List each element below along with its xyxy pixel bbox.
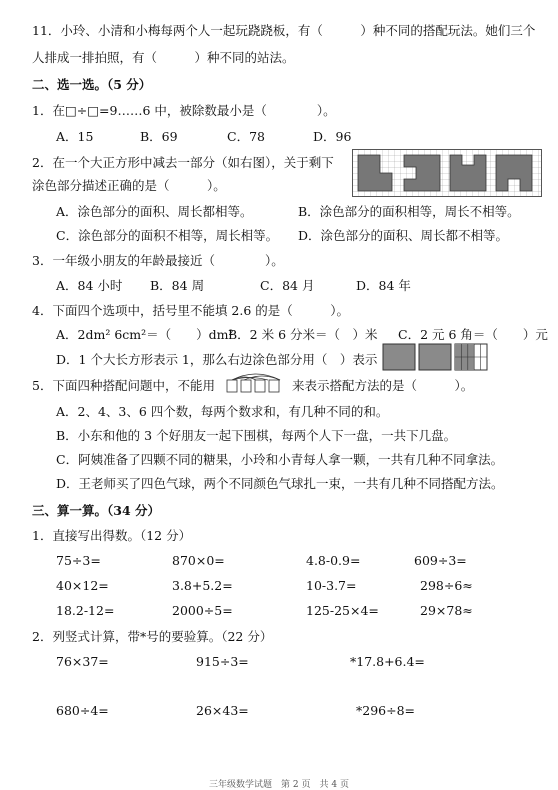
s3-q2-expr: 680÷4= <box>56 703 109 718</box>
s3-q2-expr: 76×37= <box>56 654 109 669</box>
s2-q2-stem-line1: 2．在一个大正方形中减去一部分（如右图），关于剩下 <box>32 155 334 170</box>
s2-q1-option-b: B．69 <box>140 129 178 144</box>
s2-q3-option-b: B．84 周 <box>150 278 205 293</box>
s2-q4-option-c: C．2 元 6 角＝（ ）元 <box>398 327 548 342</box>
partial-rectangle <box>455 344 487 370</box>
s3-q1-expr: 3.8+5.2= <box>172 578 233 593</box>
s2-q2-option-b: B．涂色部分的面积相等，周长不相等。 <box>298 204 520 219</box>
s2-q4-option-d: D．1 个大长方形表示 1，那么右边涂色部分用（ ）表示 <box>56 352 378 367</box>
s2-q1-stem: 1．在□÷□=9……6 中，被除数最小是（ ）。 <box>32 103 336 118</box>
s3-q1-expr: 75÷3= <box>56 553 101 568</box>
s2-q5-option-c: C．阿姨准备了四颗不同的糖果，小玲和小青每人拿一颗，一共有几种不同拿法。 <box>56 452 504 467</box>
s2-q5-option-a: A．2、4、3、6 四个数，每两个数求和，有几种不同的和。 <box>56 404 389 419</box>
s3-q1-expr: 298÷6≈ <box>420 578 473 593</box>
shapes-grid-figure <box>352 149 542 197</box>
s3-q1-expr: 609÷3= <box>414 553 467 568</box>
s2-q5-stem-part2: 来表示搭配方法的是（ ）。 <box>292 378 474 393</box>
rectangles-figure <box>382 343 490 371</box>
section2-heading: 二、选一选。（5 分） <box>32 77 152 92</box>
s2-q3-option-d: D．84 年 <box>356 278 411 293</box>
s3-q1-expr: 40×12= <box>56 578 109 593</box>
s2-q1-option-c: C．78 <box>227 129 265 144</box>
s2-q1-option-a: A．15 <box>56 129 94 144</box>
s3-q2-expr: 915÷3= <box>196 654 249 669</box>
s2-q4-option-b: B．2 米 6 分米＝（ ）米 <box>228 327 378 342</box>
s2-q4-option-a: A．2dm² 6cm²＝（ ）dm² <box>56 327 234 342</box>
page-footer: 三年级数学试题 第 2 页 共 4 页 <box>209 780 349 790</box>
s2-q2-option-c: C．涂色部分的面积不相等，周长相等。 <box>56 228 279 243</box>
s3-q2-expr: *296÷8= <box>356 703 416 718</box>
s2-q4-stem: 4．下面四个选项中，括号里不能填 2.6 的是（ ）。 <box>32 303 350 318</box>
s3-q1-expr: 18.2-12= <box>56 603 115 618</box>
s2-q1-option-d: D．96 <box>313 129 352 144</box>
s2-q3-option-c: C．84 月 <box>260 278 315 293</box>
s2-q2-stem-line2: 涂色部分描述正确的是（ ）。 <box>32 178 226 193</box>
s2-q2-option-d: D．涂色部分的面积、周长都不相等。 <box>298 228 509 243</box>
s2-q5-option-b: B．小东和他的 3 个好朋友一起下围棋，每两个人下一盘，一共下几盘。 <box>56 428 457 443</box>
connection-diagram-icon <box>224 372 288 394</box>
s2-q5-option-d: D．王老师买了四色气球，两个不同颜色气球扎一束，一共有几种不同搭配方法。 <box>56 476 504 491</box>
s2-q3-option-a: A．84 小时 <box>56 278 123 293</box>
s3-q1-expr: 870×0= <box>172 553 225 568</box>
s3-q2-title: 2．列竖式计算，带*号的要验算。（22 分） <box>32 629 273 644</box>
q11-line1: 11．小玲、小清和小梅每两个人一起玩跷跷板，有（ ）种不同的搭配玩法。她们三个 <box>32 23 536 38</box>
s3-q2-expr: 26×43= <box>196 703 249 718</box>
s3-q1-title: 1．直接写出得数。（12 分） <box>32 528 192 543</box>
s2-q2-option-a: A．涂色部分的面积、周长都相等。 <box>56 204 253 219</box>
s3-q1-expr: 2000÷5= <box>172 603 233 618</box>
s3-q1-expr: 29×78≈ <box>420 603 473 618</box>
section3-heading: 三、算一算。（34 分） <box>32 503 160 518</box>
s2-q3-stem: 3．一年级小朋友的年龄最接近（ ）。 <box>32 253 284 268</box>
q11-line2: 人排成一排拍照，有（ ）种不同的站法。 <box>32 50 295 65</box>
shaded-rectangle-2 <box>419 344 451 370</box>
s3-q1-expr: 4.8-0.9= <box>306 553 361 568</box>
s3-q1-expr: 125-25×4= <box>306 603 379 618</box>
shaded-rectangle-1 <box>383 344 415 370</box>
s3-q1-expr: 10-3.7= <box>306 578 357 593</box>
s3-q2-expr: *17.8+6.4= <box>350 654 425 669</box>
s2-q5-stem-part1: 5．下面四种搭配问题中，不能用 <box>32 378 215 393</box>
